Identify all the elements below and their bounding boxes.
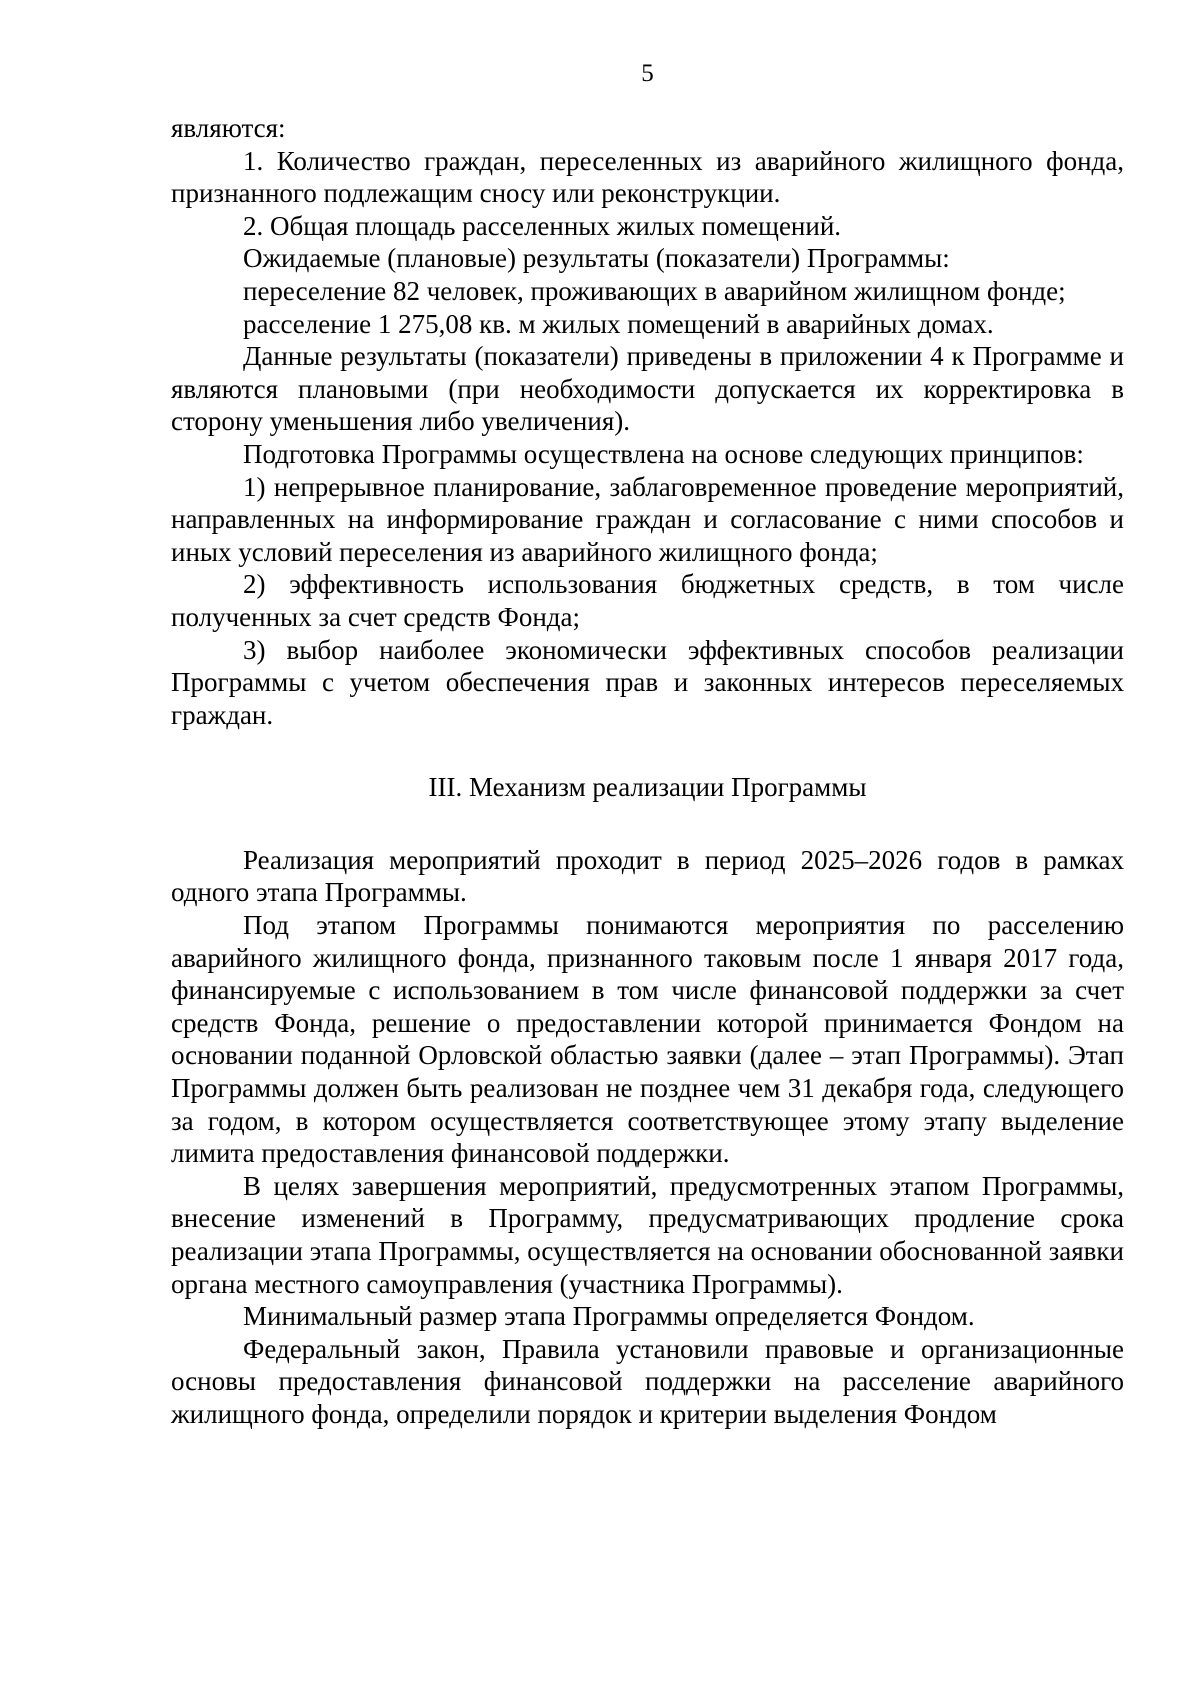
paragraph: 1) непрерывное планирование, заблаговременное проведение мероприятий, направленных на информирование граждан и согласование с ними способов и иных условий переселения из аварийного жилищного фонда;	[171, 471, 1124, 567]
paragraph: являются:	[171, 113, 286, 143]
paragraph: расселение 1 275,08 кв. м жилых помещений в аварийных домах.	[243, 308, 994, 339]
paragraph: 2. Общая площадь расселенных жилых помещений.	[243, 210, 842, 241]
page-number: 5	[641, 60, 654, 87]
paragraph: переселение 82 человек, проживающих в аварийном жилищном фонде;	[243, 275, 1066, 306]
paragraph: Реализация мероприятий проходит в период 2025–2026 годов в рамках одного этапа Программы.	[171, 844, 1124, 908]
paragraph: Минимальный размер этапа Программы определяется Фондом.	[243, 1301, 975, 1332]
paragraph: В целях завершения мероприятий, предусмотренных этапом Программы, внесение изменений в Программу, предусматривающих продление срока реализации этапа Программы, осуществляется на основании обоснованной заявки органа местного самоуправления (участника Программы).	[171, 1170, 1124, 1299]
section-heading: III. Механизм реализации Программы	[428, 772, 867, 803]
paragraph: Под этапом Программы понимаются мероприятия по расселению аварийного жилищного фонда, признанного таковым после 1 января 2017 года, финансируемые с использованием в том числе финансовой поддержки за счет средств Фонда, решение о предоставлении которой принимается Фондом на основании поданной Орловской областью заявки (далее – этап Программы). Этап Программы должен быть реализован не позднее чем 31 декабря года, следующего за годом, в котором осуществляется соответствующее этому этапу выделение лимита предоставления финансовой поддержки.	[171, 910, 1124, 1169]
paragraph: Федеральный закон, Правила установили правовые и организационные основы предоставления финансовой поддержки на расселение аварийного жилищного фонда, определили порядок и критерии выделения Фондом	[171, 1333, 1124, 1429]
paragraph: 1. Количество граждан, переселенных из аварийного жилищного фонда, признанного подлежащим сносу или реконструкции.	[171, 145, 1124, 209]
paragraph: Подготовка Программы осуществлена на основе следующих принципов:	[243, 438, 1084, 469]
paragraph: Данные результаты (показатели) приведены в приложении 4 к Программе и являются плановыми (при необходимости допускается их корректировка в сторону уменьшения либо увеличения).	[171, 341, 1124, 437]
paragraph: 3) выбор наиболее экономически эффективных способов реализации Программы с учетом обеспечения прав и законных интересов переселяемых граждан.	[171, 634, 1124, 730]
paragraph: 2) эффективность использования бюджетных средств, в том числе полученных за счет средств Фонда;	[171, 569, 1124, 632]
body-text-section-2	[171, 112, 1124, 731]
body-text-section-3	[171, 844, 1124, 1431]
paragraph: Ожидаемые (плановые) результаты (показатели) Программы:	[243, 243, 950, 274]
